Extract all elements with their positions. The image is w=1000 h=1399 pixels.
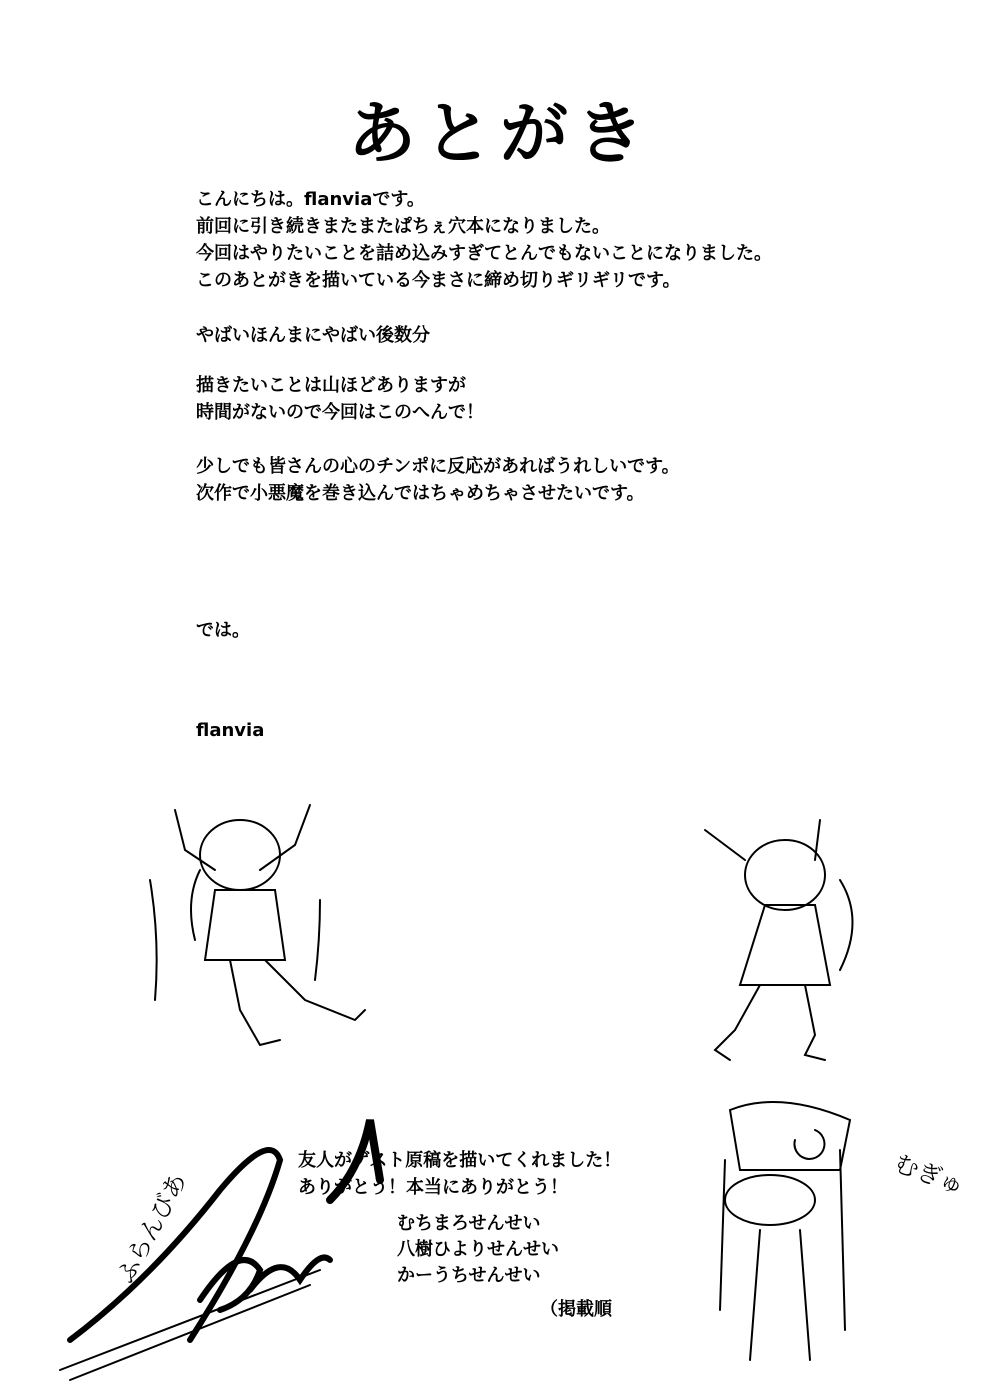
guest-name: むちまろせんせい [397, 1213, 541, 1234]
guest-name: かーうちせんせい [397, 1265, 541, 1286]
body-line: こんにちは。flanviaです。 [196, 189, 425, 210]
body-line: 今回はやりたいことを詰め込みすぎてとんでもないことになりました。 [196, 243, 772, 264]
right-character-sketch [705, 820, 853, 1060]
author-signature: flanvia [196, 720, 265, 741]
body-line: 少しでも皆さんの心のチンポに反応があればうれしいです。 [196, 456, 680, 477]
guest-thanks: ありがとう！本当にありがとう！ [298, 1177, 568, 1198]
order-note: （掲載順 [540, 1299, 612, 1320]
mugyu-lettering: むぎゅ [890, 1149, 968, 1200]
left-character-sketch [150, 805, 365, 1045]
closing-line: では。 [196, 620, 250, 641]
bottom-right-character-sketch [720, 1102, 850, 1360]
body-line: 時間がないので今回はこのへんで！ [196, 402, 484, 423]
signature-kana-lettering: ふらんびあ [111, 1168, 193, 1288]
page-title: あとがき [347, 94, 652, 174]
body-line: 次作で小悪魔を巻き込んではちゃめちゃさせたいです。 [196, 483, 645, 504]
body-line: 前回に引き続きまたまたぱちぇ穴本になりました。 [196, 216, 610, 237]
guest-intro: 友人がゲスト原稿を描いてくれました！ [298, 1150, 622, 1171]
guest-name: 八樹ひよりせんせい [397, 1239, 559, 1260]
body-line: やばいほんまにやばい後数分 [196, 325, 430, 346]
body-line: このあとがきを描いている今まさに締め切りギリギリです。 [196, 270, 681, 291]
body-line: 描きたいことは山ほどありますが [196, 375, 466, 396]
